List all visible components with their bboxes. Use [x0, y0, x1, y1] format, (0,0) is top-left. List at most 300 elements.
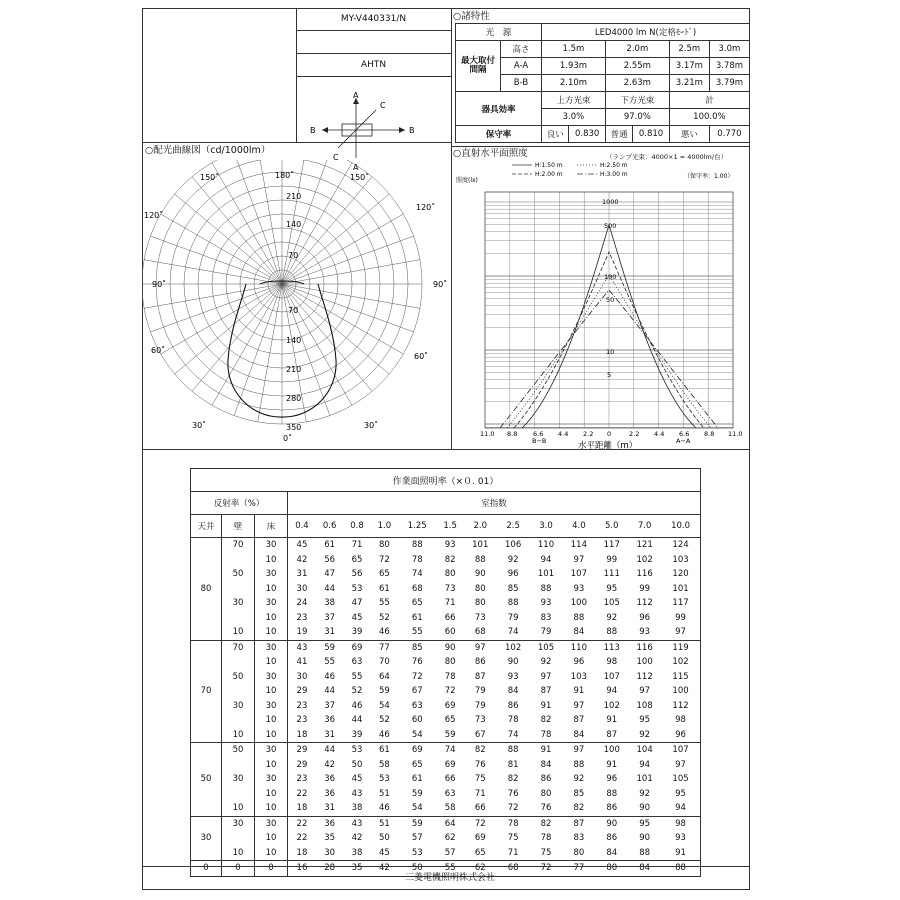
value-cell: 81 — [507, 759, 519, 770]
value-cell: 93 — [573, 583, 585, 594]
value-cell: 18 — [296, 803, 308, 814]
table-row — [191, 596, 701, 611]
value-cell: 91 — [661, 846, 700, 861]
room-index-5: 1.5 — [436, 515, 463, 538]
value-cell: 113 — [595, 640, 628, 655]
normal-label: 普通 — [605, 126, 632, 143]
value-cell: 53 — [343, 743, 370, 758]
value-cell: 36 — [324, 715, 336, 726]
x-tick: 8.8 — [704, 430, 715, 438]
value-cell: 86 — [540, 774, 552, 785]
x-axis-title: 水平距離（m） — [578, 441, 638, 449]
value-cell: 52 — [351, 686, 363, 697]
value-cell: 87 — [474, 671, 486, 682]
room-index-11: 7.0 — [628, 515, 661, 538]
ceiling-header: 天井 — [191, 515, 222, 538]
value-cell: 55 — [436, 861, 463, 877]
value-cell: 121 — [636, 540, 653, 551]
floor-cell: 30 — [255, 640, 288, 655]
value-cell: 97 — [639, 686, 651, 697]
value-cell: 119 — [661, 640, 700, 655]
value-cell: 65 — [351, 554, 363, 565]
table-row — [191, 684, 701, 699]
y-tick: 50 — [606, 296, 615, 304]
value-cell: 29 — [296, 686, 308, 697]
value-cell: 95 — [606, 583, 618, 594]
value-cell: 36 — [324, 774, 336, 785]
value-cell: 43 — [343, 816, 370, 831]
bb-direction-label: B−B — [532, 437, 547, 445]
value-cell: 79 — [474, 700, 486, 711]
table-row — [191, 655, 701, 670]
value-cell: 67 — [411, 686, 423, 697]
specs-table — [455, 23, 750, 143]
value-cell: 75 — [474, 774, 486, 785]
wall-cell: 0 — [222, 861, 255, 877]
value-cell: 38 — [351, 847, 363, 858]
value-cell: 69 — [444, 700, 456, 711]
floor-cell: 10 — [255, 787, 288, 802]
value-cell: 56 — [351, 569, 363, 580]
wall-cell: 30 — [222, 596, 255, 611]
wall-header: 壁 — [222, 515, 255, 538]
value-cell: 59 — [444, 729, 456, 740]
value-cell: 65 — [378, 569, 390, 580]
value-cell: 80 — [474, 583, 486, 594]
value-cell: 108 — [636, 700, 653, 711]
value-cell: 86 — [474, 657, 486, 668]
value-cell: 38 — [324, 598, 336, 609]
value-cell: 88 — [606, 627, 618, 638]
value-cell: 38 — [351, 803, 363, 814]
value-cell: 84 — [540, 759, 552, 770]
downward-value: 97.0% — [605, 109, 669, 126]
value-cell: 96 — [639, 612, 651, 623]
floor-cell: 10 — [255, 801, 288, 816]
value-cell: 105 — [530, 640, 563, 655]
value-cell: 55 — [324, 657, 336, 668]
floor-cell: 10 — [255, 582, 288, 597]
divider — [142, 449, 750, 450]
value-cell: 84 — [507, 686, 519, 697]
value-cell: 102 — [497, 640, 530, 655]
value-cell: 30 — [296, 583, 308, 594]
x-tick: 4.4 — [654, 430, 665, 438]
wall-cell — [222, 758, 255, 773]
value-cell: 96 — [661, 728, 700, 743]
y-tick: 100 — [604, 273, 617, 281]
value-cell: 117 — [661, 596, 700, 611]
value-cell: 80 — [573, 847, 585, 858]
x-tick: 11.0 — [480, 430, 495, 438]
wall-cell — [222, 831, 255, 846]
y-tick: 500 — [604, 222, 617, 230]
value-cell: 51 — [378, 788, 390, 799]
floor-cell: 30 — [255, 772, 288, 787]
value-cell: 100 — [661, 684, 700, 699]
model-number: MY-V440331/N — [296, 8, 451, 31]
value-cell: 69 — [343, 640, 370, 655]
height-4: 3.0m — [709, 41, 749, 58]
value-cell: 97 — [661, 625, 700, 640]
value-cell: 71 — [474, 788, 486, 799]
value-cell: 102 — [661, 655, 700, 670]
value-cell: 82 — [530, 816, 563, 831]
legend-entry: H:1.50 m — [535, 162, 563, 169]
value-cell: 84 — [628, 861, 661, 877]
floor-header: 床 — [255, 515, 288, 538]
value-cell: 72 — [464, 816, 497, 831]
value-cell: 88 — [474, 554, 486, 565]
value-cell: 23 — [296, 715, 308, 726]
floor-cell: 30 — [255, 699, 288, 714]
value-cell: 112 — [636, 598, 653, 609]
value-cell: 71 — [507, 847, 519, 858]
value-cell: 99 — [606, 554, 618, 565]
value-cell: 87 — [562, 816, 595, 831]
divider — [451, 146, 750, 147]
value-cell: 85 — [507, 583, 519, 594]
value-cell: 97 — [573, 554, 585, 565]
value-cell: 72 — [378, 554, 390, 565]
value-cell: 93 — [639, 627, 651, 638]
value-cell: 95 — [661, 787, 700, 802]
company-name: 三菱電機照明株式会社 — [404, 873, 495, 883]
value-cell: 65 — [474, 847, 486, 858]
floor-cell: 10 — [255, 655, 288, 670]
value-cell: 91 — [530, 743, 563, 758]
value-cell: 93 — [661, 831, 700, 846]
value-cell: 50 — [398, 861, 436, 877]
value-cell: 29 — [288, 743, 316, 758]
table-row — [191, 582, 701, 597]
value-cell: 104 — [628, 743, 661, 758]
value-cell: 43 — [288, 640, 316, 655]
floor-cell: 30 — [255, 670, 288, 685]
value-cell: 74 — [436, 743, 463, 758]
value-cell: 73 — [444, 583, 456, 594]
room-index-4: 1.25 — [398, 515, 436, 538]
value-cell: 59 — [378, 686, 390, 697]
table-row — [191, 816, 701, 831]
angle-label: 120˚ — [416, 203, 436, 212]
value-cell: 78 — [507, 715, 519, 726]
bb-value: 3.21m — [669, 75, 709, 92]
value-cell: 59 — [316, 640, 343, 655]
value-cell: 101 — [661, 582, 700, 597]
room-index-7: 2.5 — [497, 515, 530, 538]
value-cell: 93 — [444, 540, 456, 551]
value-cell: 22 — [296, 788, 308, 799]
aa-value: 1.93m — [542, 58, 606, 75]
value-cell: 52 — [378, 715, 390, 726]
table-row — [191, 640, 701, 655]
value-cell: 56 — [324, 554, 336, 565]
value-cell: 80 — [540, 788, 552, 799]
value-cell: 92 — [639, 788, 651, 799]
lamp-flux-note: （ランプ光束：4000×1 = 4000lm/台） — [606, 153, 728, 161]
value-cell: 46 — [324, 671, 336, 682]
value-cell: 94 — [540, 554, 552, 565]
value-cell: 59 — [398, 816, 436, 831]
value-cell: 63 — [351, 657, 363, 668]
wall-cell — [222, 787, 255, 802]
value-cell: 86 — [507, 700, 519, 711]
total-value: 100.0% — [669, 109, 749, 126]
value-cell: 60 — [411, 715, 423, 726]
ring-label: 70 — [288, 251, 299, 260]
value-cell: 69 — [474, 833, 486, 844]
wall-cell — [222, 684, 255, 699]
value-cell: 18 — [296, 729, 308, 740]
utilization-table — [190, 468, 701, 877]
value-cell: 87 — [573, 715, 585, 726]
value-cell: 54 — [411, 803, 423, 814]
aa-direction-label: A−A — [676, 437, 691, 445]
value-cell: 76 — [540, 803, 552, 814]
value-cell: 85 — [398, 640, 436, 655]
value-cell: 28 — [316, 861, 343, 877]
polar-diagram — [142, 160, 451, 449]
x-tick: 6.6 — [679, 430, 690, 438]
value-cell: 72 — [530, 861, 563, 877]
specs-title: ○諸特性 — [453, 11, 490, 22]
value-cell: 22 — [296, 833, 308, 844]
value-cell: 44 — [324, 583, 336, 594]
ceiling-cell: 0 — [191, 861, 222, 877]
value-cell: 100 — [570, 598, 587, 609]
value-cell: 86 — [606, 833, 618, 844]
legend-entry: H:2.50 m — [600, 162, 628, 169]
value-cell: 30 — [296, 671, 308, 682]
value-cell: 43 — [351, 788, 363, 799]
value-cell: 36 — [316, 816, 343, 831]
value-cell: 80 — [474, 598, 486, 609]
value-cell: 80 — [444, 569, 456, 580]
value-cell: 91 — [540, 700, 552, 711]
value-cell: 66 — [474, 803, 486, 814]
aa-value: 2.55m — [605, 58, 669, 75]
value-cell: 78 — [540, 833, 552, 844]
value-cell: 60 — [444, 627, 456, 638]
room-index-10: 5.0 — [595, 515, 628, 538]
value-cell: 95 — [628, 816, 661, 831]
value-cell: 92 — [573, 774, 585, 785]
wall-cell: 30 — [222, 699, 255, 714]
value-cell: 82 — [540, 715, 552, 726]
ring-label: 280 — [286, 394, 302, 403]
wall-cell: 10 — [222, 625, 255, 640]
value-cell: 92 — [540, 657, 552, 668]
bb-value: 2.63m — [605, 75, 669, 92]
value-cell: 97 — [573, 700, 585, 711]
value-cell: 64 — [436, 816, 463, 831]
value-cell: 90 — [507, 657, 519, 668]
legend-entry: H:2.00 m — [535, 171, 563, 178]
room-index-12: 10.0 — [661, 515, 700, 538]
utilization-title: 作業面照明率（×０. 01） — [191, 469, 701, 492]
upward-label: 上方光束 — [542, 92, 606, 109]
table-row — [191, 625, 701, 640]
value-cell: 42 — [296, 554, 308, 565]
floor-cell: 30 — [255, 816, 288, 831]
value-cell: 53 — [351, 583, 363, 594]
value-cell: 96 — [606, 774, 618, 785]
value-cell: 46 — [378, 803, 390, 814]
max-spacing-label: 最大取付間隔 — [456, 41, 501, 92]
bad-label: 悪い — [669, 126, 709, 143]
upward-value: 3.0% — [542, 109, 606, 126]
polar-spoke — [192, 177, 282, 284]
floor-cell: 10 — [255, 684, 288, 699]
bad-value: 0.770 — [709, 126, 749, 143]
value-cell: 66 — [444, 612, 456, 623]
y-unit-label: 照度(lx) — [456, 177, 478, 184]
value-cell: 35 — [343, 861, 370, 877]
illuminance-legend — [512, 162, 628, 178]
value-cell: 91 — [606, 715, 618, 726]
room-index-1: 0.6 — [316, 515, 343, 538]
wall-cell: 10 — [222, 801, 255, 816]
value-cell: 115 — [661, 670, 700, 685]
value-cell: 63 — [444, 788, 456, 799]
value-cell: 80 — [444, 657, 456, 668]
ceiling-cell: 80 — [191, 538, 222, 641]
value-cell: 63 — [411, 700, 423, 711]
downward-label: 下方光束 — [605, 92, 669, 109]
value-cell: 55 — [378, 598, 390, 609]
value-cell: 74 — [507, 627, 519, 638]
value-cell: 87 — [606, 729, 618, 740]
value-cell: 42 — [371, 861, 398, 877]
value-cell: 97 — [464, 640, 497, 655]
value-cell: 88 — [573, 612, 585, 623]
value-cell: 53 — [378, 774, 390, 785]
value-cell: 124 — [661, 538, 700, 553]
value-cell: 78 — [411, 554, 423, 565]
room-index-2: 0.8 — [343, 515, 370, 538]
value-cell: 75 — [540, 847, 552, 858]
ring-label: 140 — [286, 220, 302, 229]
value-cell: 30 — [324, 847, 336, 858]
value-cell: 88 — [497, 743, 530, 758]
polar-spoke — [175, 194, 282, 284]
table-row — [191, 670, 701, 685]
value-cell: 61 — [324, 540, 336, 551]
value-cell: 110 — [537, 540, 555, 551]
value-cell: 72 — [444, 686, 456, 697]
polar-title: ○配光曲線図（cd/1000lm） — [145, 145, 271, 156]
value-cell: 24 — [296, 598, 308, 609]
value-cell: 42 — [351, 833, 363, 844]
label-b-left: B — [310, 126, 316, 135]
value-cell: 45 — [351, 612, 363, 623]
scale-note: （保守率：1.00） — [684, 173, 734, 180]
value-cell: 66 — [444, 774, 456, 785]
value-cell: 73 — [474, 715, 486, 726]
value-cell: 111 — [603, 569, 620, 580]
floor-cell: 10 — [255, 611, 288, 626]
value-cell: 98 — [661, 816, 700, 831]
height-label: 高さ — [501, 41, 542, 58]
x-tick: 11.0 — [728, 430, 743, 438]
angle-label: 90˚ — [433, 280, 448, 289]
value-cell: 88 — [573, 759, 585, 770]
aa-value: 3.78m — [709, 58, 749, 75]
value-cell: 82 — [573, 803, 585, 814]
value-cell: 90 — [639, 833, 651, 844]
wall-cell: 50 — [222, 743, 255, 758]
value-cell: 107 — [661, 743, 700, 758]
value-cell: 65 — [411, 598, 423, 609]
value-cell: 94 — [661, 801, 700, 816]
value-cell: 93 — [507, 671, 519, 682]
illuminance-chart — [452, 160, 750, 449]
value-cell: 102 — [603, 700, 620, 711]
value-cell: 68 — [497, 861, 530, 877]
value-cell: 105 — [661, 772, 700, 787]
good-label: 良い — [542, 126, 569, 143]
value-cell: 116 — [628, 640, 661, 655]
value-cell: 88 — [411, 540, 423, 551]
floor-cell: 30 — [255, 538, 288, 553]
value-cell: 68 — [474, 627, 486, 638]
value-cell: 74 — [411, 569, 423, 580]
table-row — [191, 611, 701, 626]
value-cell: 44 — [324, 686, 336, 697]
value-cell: 90 — [639, 803, 651, 814]
ring-label: 350 — [286, 423, 302, 432]
x-tick: 8.8 — [507, 430, 518, 438]
room-index-header: 室指数 — [288, 492, 701, 515]
value-cell: 61 — [371, 743, 398, 758]
value-cell: 23 — [296, 700, 308, 711]
table-row — [191, 713, 701, 728]
angle-label: 30˚ — [364, 421, 379, 430]
value-cell: 68 — [411, 583, 423, 594]
value-cell: 54 — [411, 729, 423, 740]
ceiling-cell: 70 — [191, 640, 222, 743]
wall-cell — [222, 611, 255, 626]
value-cell: 39 — [351, 627, 363, 638]
value-cell: 100 — [636, 657, 653, 668]
y-tick: 10 — [606, 348, 615, 356]
value-cell: 79 — [474, 686, 486, 697]
value-cell: 82 — [464, 743, 497, 758]
value-cell: 72 — [507, 803, 519, 814]
value-cell: 80 — [595, 861, 628, 877]
value-cell: 73 — [474, 612, 486, 623]
value-cell: 50 — [351, 759, 363, 770]
value-cell: 55 — [351, 671, 363, 682]
value-cell: 18 — [296, 847, 308, 858]
value-cell: 84 — [573, 729, 585, 740]
value-cell: 117 — [603, 540, 620, 551]
value-cell: 74 — [507, 729, 519, 740]
value-cell: 71 — [351, 540, 363, 551]
value-cell: 95 — [639, 715, 651, 726]
value-cell: 46 — [378, 729, 390, 740]
x-tick: 2.2 — [583, 430, 594, 438]
value-cell: 110 — [562, 640, 595, 655]
wall-cell — [222, 655, 255, 670]
label-a-top: A — [353, 91, 359, 100]
floor-cell: 10 — [255, 846, 288, 861]
value-cell: 76 — [474, 759, 486, 770]
value-cell: 83 — [540, 612, 552, 623]
value-cell: 19 — [296, 627, 308, 638]
value-cell: 93 — [540, 598, 552, 609]
